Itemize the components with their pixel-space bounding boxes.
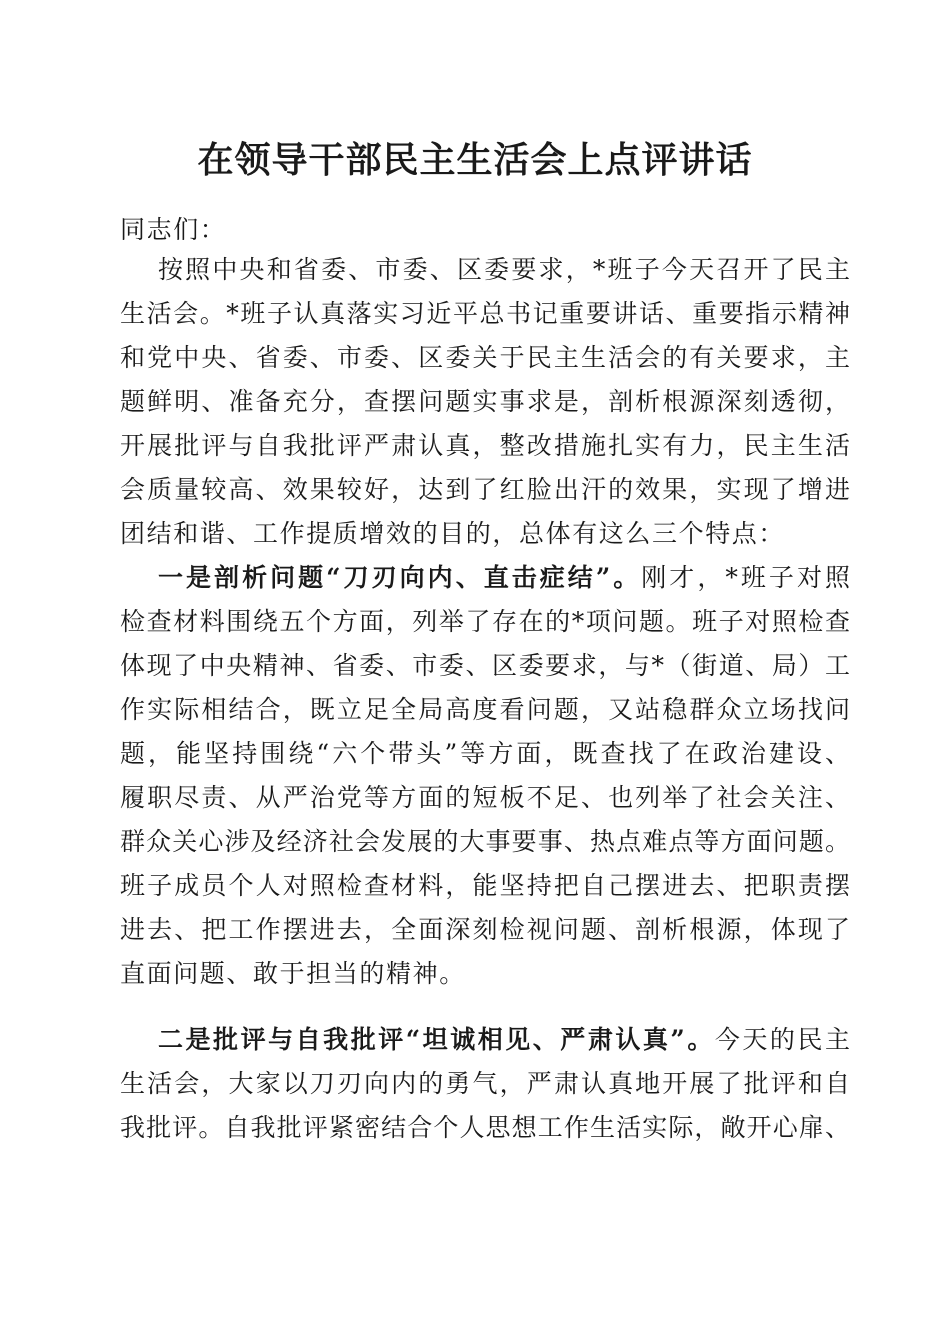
paragraph-2-line: 检查材料围绕五个方面，列举了存在的*项问题。班子对照检查 xyxy=(120,607,850,636)
paragraph-1-line: 题鲜明、准备充分，查摆问题实事求是，剖析根源深刻透彻， xyxy=(120,387,850,416)
paragraph-2-text: 刚才，*班子对照 xyxy=(641,563,850,592)
paragraph-3-text: 今天的民主 xyxy=(714,1025,850,1054)
paragraph-1-line: 开展批评与自我批评严肃认真，整改措施扎实有力，民主生活 xyxy=(120,431,850,460)
paragraph-2-line: 履职尽责、从严治党等方面的短板不足、也列举了社会关注、 xyxy=(120,783,850,812)
paragraph-2-line: 作实际相结合，既立足全局高度看问题，又站稳群众立场找问 xyxy=(120,695,850,724)
paragraph-2-line: 班子成员个人对照检查材料，能坚持把自己摆进去、把职责摆 xyxy=(120,871,850,900)
paragraph-2-line: 题，能坚持围绕“六个带头”等方面，既查找了在政治建设、 xyxy=(120,739,850,768)
paragraph-1-line: 按照中央和省委、市委、区委要求，*班子今天召开了民主 xyxy=(158,255,850,284)
paragraph-2-line: 直面问题、敢于担当的精神。 xyxy=(120,959,466,988)
paragraph-3-first-line xyxy=(158,1020,850,1060)
paragraph-1-line: 和党中央、省委、市委、区委关于民主生活会的有关要求，主 xyxy=(120,343,850,372)
document-title: 在领导干部民主生活会上点评讲话 xyxy=(197,139,753,181)
paragraph-3-heading: 二是批评与自我批评“坦诚相见、严肃认真”。 xyxy=(158,1025,715,1054)
paragraph-1-line: 团结和谐、工作提质增效的目的，总体有这么三个特点： xyxy=(120,519,786,548)
paragraph-2-heading: 一是剖析问题“刀刃向内、直击症结”。 xyxy=(158,563,642,592)
paragraph-2-line: 群众关心涉及经济社会发展的大事要事、热点难点等方面问题。 xyxy=(120,827,850,856)
paragraph-1-line: 生活会。*班子认真落实习近平总书记重要讲话、重要指示精神 xyxy=(120,299,850,328)
paragraph-1-line: 会质量较高、效果较好，达到了红脸出汗的效果，实现了增进 xyxy=(120,475,850,504)
paragraph-3-line: 生活会，大家以刀刃向内的勇气，严肃认真地开展了批评和自 xyxy=(120,1069,850,1098)
paragraph-2-line: 进去、把工作摆进去，全面深刻检视问题、剖析根源，体现了 xyxy=(120,915,850,944)
paragraph-2-line: 体现了中央精神、省委、市委、区委要求，与*（街道、局）工 xyxy=(120,651,850,680)
paragraph-3-line: 我批评。自我批评紧密结合个人思想工作生活实际，敞开心扉、 xyxy=(120,1113,850,1142)
salutation: 同志们： xyxy=(120,215,227,244)
paragraph-2-first-line xyxy=(158,558,850,598)
